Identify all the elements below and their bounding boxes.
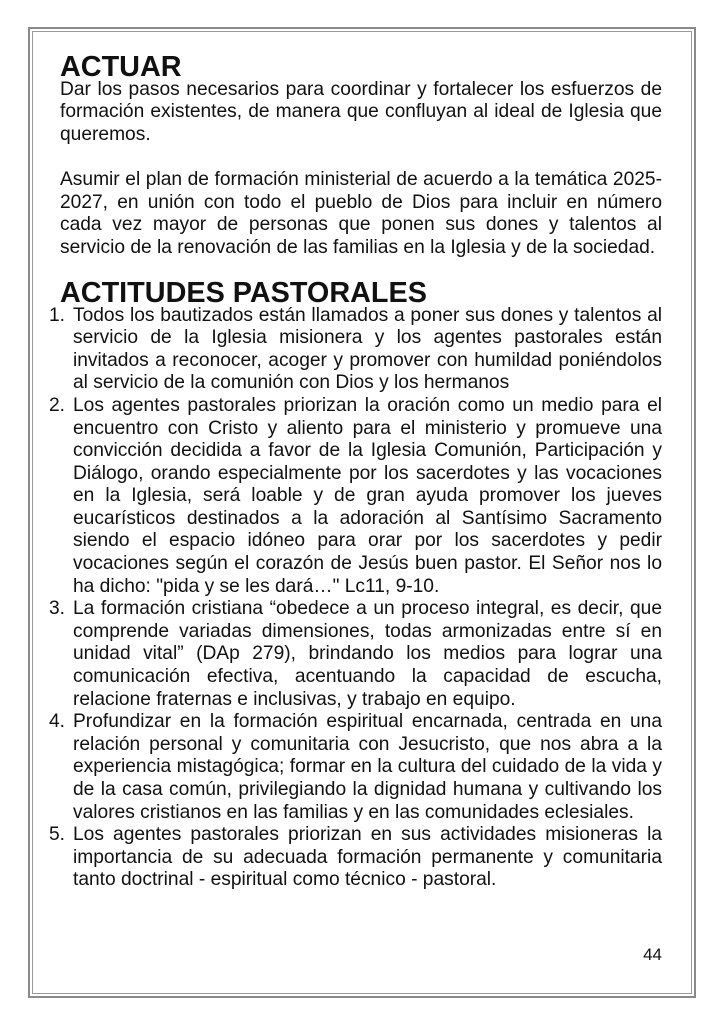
list-item-number: 1. [49, 304, 66, 326]
actitudes-section [49, 276, 662, 892]
list-item-text: Los agentes pastorales priorizan en sus actividades misioneras la importancia de su adecuada formación permanente y comunitaria tanto doctrinal - espiritual como técnico - pastoral. [73, 824, 662, 891]
list-item-text: Profundizar en la formación espiritual encarnada, centrada en una relación personal y comunitaria con Jesucristo, que nos abra a la experiencia mistagógica; formar en la cultura del cuidado de la vida y de la casa común, privilegiando la dignidad humana y cultivando los valores cristianos en las familias y en las comunidades eclesiales. [73, 711, 662, 823]
list-item [49, 711, 662, 824]
paragraph-spacer [60, 146, 662, 169]
actitudes-heading: ACTITUDES PASTORALES [60, 276, 427, 309]
list-item [49, 598, 662, 711]
actuar-heading: ACTUAR [60, 51, 182, 83]
list-item-number: 2. [49, 394, 66, 416]
actitudes-list [49, 305, 662, 892]
actuar-paragraph-2: Asumir el plan de formación ministerial de acuerdo a la temática 2025- 2027, en unión con todo el pueblo de Dios para incluir en número cada vez mayor de personas que ponen sus dones y talentos al servicio de la renovación de las familias en la Iglesia y de la sociedad. [60, 168, 662, 258]
list-item-text: Todos los bautizados están llamados a poner sus dones y talentos al servicio de la Iglesia misionera y los agentes pastorales están invitados a reconocer, acoger y promover con humildad poniéndolos al servicio de la comunión con Dios y los hermanos [73, 304, 662, 394]
actuar-section [60, 51, 662, 259]
list-item [49, 395, 662, 598]
page-number: 44 [643, 945, 662, 964]
list-item [49, 305, 662, 395]
list-item-number: 5. [49, 824, 66, 846]
list-item [49, 824, 662, 892]
actuar-paragraph-1: Dar los pasos necesarios para coordinar y fortalecer los esfuerzos de formación existentes, de manera que confluyan al ideal de Iglesia que queremos. [60, 78, 662, 145]
list-item-text: La formación cristiana “obedece a un proceso integral, es decir, que comprende variadas dimensiones, todas armonizadas entre sí en unidad vital” (DAp 279), brindando los medios para lograr una comunicación efectiva, acentuando la capacidad de escucha, relacione fraternas e inclusivas, y trabajo en equipo. [73, 598, 662, 710]
list-item-text: Los agentes pastorales priorizan la oración como un medio para el encuentro con Cristo y aliento para el ministerio y promueve una convicción decidida a favor de la Iglesia Comunión, Participación y Diálogo, orando especialmente por los sacerdotes y las vocaciones en la Iglesia, será loable y de gran ayuda promover los jueves eucarísticos destinados a la adoración al Santísimo Sacramento siendo el espacio idóneo para orar por los sacerdotes y pedir vocaciones según el corazón de Jesús buen pastor. El Señor nos lo ha dicho: "pida y se les dará…" Lc11, 9-10. [73, 394, 662, 597]
page-content [49, 51, 662, 892]
list-item-number: 4. [49, 711, 66, 733]
list-item-number: 3. [49, 598, 66, 620]
